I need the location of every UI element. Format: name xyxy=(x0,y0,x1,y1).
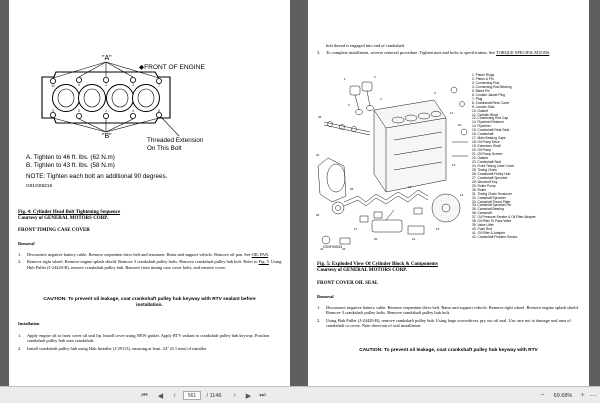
zoom-out-icon[interactable]: − xyxy=(540,392,545,399)
figure-4-credit: Courtesy of GENERAL MOTORS CORP. xyxy=(18,216,109,221)
parts-legend-item: 25. Timing Chain xyxy=(472,167,497,172)
removal-steps xyxy=(18,252,282,272)
page-total-label: / 1146 xyxy=(206,392,222,399)
step-text: Apply engine oil to front cover oil seal lip. Install cover using NEW gasket. Apply RTV sealant to crankshaft pulley hub keyway. Position crankshaft pulley hub onto crankshaft. xyxy=(27,333,270,344)
section-title-front-cover-oil-seal: FRONT COVER OIL SEAL xyxy=(317,281,379,286)
diagram-code: G91G08216 xyxy=(26,184,53,189)
parts-legend-item: 7. Plug xyxy=(472,96,483,101)
svg-text:21: 21 xyxy=(412,237,416,241)
more-options-icon[interactable]: ⋯ xyxy=(590,392,597,400)
step-number: 2. xyxy=(18,259,22,265)
parts-legend-item: 36. Camshaft xyxy=(472,211,492,216)
torque-a: A. Tighten to 46 ft. lbs. (62 N.m) xyxy=(26,154,115,161)
parts-legend-item: 12. Connecting Rod Cap xyxy=(472,116,509,121)
previous-spread-icon[interactable]: ‹ xyxy=(173,392,176,399)
svg-text:9: 9 xyxy=(434,91,436,95)
parts-legend-item: 20. Oil Pump xyxy=(472,148,492,153)
step-number-spacer xyxy=(317,43,326,48)
svg-text:3: 3 xyxy=(132,83,134,87)
svg-text:17: 17 xyxy=(354,227,358,231)
svg-text:15: 15 xyxy=(436,227,440,231)
step-text: Disconnect negative battery cable. Remove serpentine drive belt. Raise and support vehicle. Remove right wheel. Remove engine splash shield. Remove 3 crankshaft pulley bolts. Remove crankshaft pulley hub bolt. xyxy=(326,305,579,316)
svg-text:26: 26 xyxy=(316,213,320,217)
parts-legend-item: 31. Timing Chain Tensioner xyxy=(472,191,512,196)
parts-legend-item: 2. Piston & Pin xyxy=(472,76,494,81)
step-text-post: . xyxy=(549,50,551,56)
parts-legend xyxy=(472,74,536,240)
step-number: 3. xyxy=(317,50,321,56)
figure-4-caption: Fig. 4: Cylinder Head Bolt Tightening Sequence xyxy=(18,210,121,215)
installation-step-3 xyxy=(317,50,581,55)
zoom-level[interactable]: 69.68% xyxy=(553,392,573,399)
last-page-icon[interactable]: ⏭ xyxy=(259,391,266,399)
parts-legend-item: 28. Woodruff Key xyxy=(472,179,498,184)
parts-legend-item: 30. Roller xyxy=(472,187,487,192)
fig-5-link[interactable]: Fig. 5 xyxy=(258,259,269,265)
svg-text:24: 24 xyxy=(316,153,320,157)
label-b: "B" xyxy=(102,133,112,140)
tightening-note: NOTE: Tighten each bolt an additional 90 degrees. xyxy=(26,173,168,180)
zoom-in-icon[interactable]: + xyxy=(580,392,585,399)
step-text-pre: Remove right wheel. Remove engine splash shield. Remove 3 crankshaft pulley bolts. Remove crankshaft pulley hub bolt. Refer to xyxy=(27,259,259,265)
next-page-icon[interactable]: ▶ xyxy=(245,392,252,400)
installation-step-1 xyxy=(18,333,282,344)
step-text xyxy=(27,259,282,270)
step-text-pre: Disconnect negative battery cable. Remove serpentine drive belt and tensioner. Raise and support vehicle. Remove oil pan. See xyxy=(27,252,252,257)
step-number: 1. xyxy=(18,252,22,257)
parts-legend-item: 42. Crankshaft Position Sensor xyxy=(472,235,518,240)
parts-legend-item: 15. Crankshaft Rear Seal xyxy=(472,128,510,133)
parts-legend-item: 26. Crankshaft Pulley Hub xyxy=(472,171,511,176)
parts-legend-item: 19. Extension Shaft xyxy=(472,144,501,149)
parts-legend-item: 24. Front Timing Case Cover xyxy=(472,163,515,168)
svg-text:14: 14 xyxy=(460,193,464,197)
svg-text:20: 20 xyxy=(374,237,378,241)
removal-heading: Removal xyxy=(317,294,334,299)
parts-legend-item: 3. Connecting Rod xyxy=(472,80,500,85)
figure-5-credit: Courtesy of GENERAL MOTORS CORP. xyxy=(317,268,408,273)
document-page-left xyxy=(9,0,290,386)
removal-step-2 xyxy=(18,259,282,270)
parts-legend-item: 6. Coolant Jacket Plug xyxy=(472,92,505,97)
svg-text:2: 2 xyxy=(374,75,376,79)
parts-legend-item: 38. Oil Filter To Pass Valve xyxy=(472,219,512,224)
step-number: 2. xyxy=(18,345,22,351)
next-spread-icon[interactable]: › xyxy=(233,392,236,399)
parts-legend-item: 8. Crankshaft Rear Cover xyxy=(472,100,510,105)
step-number: 1. xyxy=(317,305,321,310)
page-number-input[interactable]: 561 xyxy=(183,391,201,400)
torque-b: B. Tighten to 43 ft. lbs. (58 N.m) xyxy=(26,162,115,169)
step-text: Install crankshaft pulley hub using Hub Installer (J-29113), ensuring at least .24" (6.1 mm) of installer xyxy=(27,345,207,351)
parts-legend-item: 13. Flywheel Retainer xyxy=(472,120,504,125)
caution-note: CAUTION: To prevent oil leakage, coat crankshaft pulley hub keyway with RTV sealant before installation. xyxy=(43,297,256,308)
label-a: "A" xyxy=(102,55,112,62)
figure-5-caption: Fig. 5: Exploded View Of Cylinder Block & Components xyxy=(317,262,438,267)
parts-legend-item: 37. Oil Pressure Sender & Oil Filter Adapter xyxy=(472,215,536,220)
parts-legend-item: 4. Connecting Rod Bearing xyxy=(472,84,512,89)
svg-text:2: 2 xyxy=(105,83,107,87)
step-number: 1. xyxy=(18,333,22,338)
exploded-diagram-code: G94F00534 xyxy=(323,245,342,249)
svg-text:10: 10 xyxy=(51,84,55,88)
svg-text:36: 36 xyxy=(318,115,322,119)
svg-text:3: 3 xyxy=(348,103,350,107)
parts-legend-item: 14. Flywheel xyxy=(472,124,491,129)
installation-step-2 xyxy=(18,346,282,351)
first-page-icon[interactable]: ⏮ xyxy=(141,391,148,399)
parts-legend-item: 41. Oil Filter & Adapter xyxy=(472,231,506,236)
step-number: 2. xyxy=(317,317,321,323)
svg-text:7: 7 xyxy=(158,84,160,88)
caution-note: CAUTION: To prevent oil leakage, coat crankshaft pulley hub keyway with RTV xyxy=(359,348,538,353)
viewer-toolbar xyxy=(0,386,600,403)
svg-text:16: 16 xyxy=(408,185,412,189)
parts-legend-item: 10. Gasket xyxy=(472,108,488,113)
oil-seal-step-1 xyxy=(317,305,581,316)
parts-legend-item: 35. Camshaft Bearing xyxy=(472,207,504,212)
oil-seal-steps xyxy=(317,305,581,330)
svg-text:13: 13 xyxy=(452,163,456,167)
svg-text:25: 25 xyxy=(350,187,354,191)
removal-heading: Removal xyxy=(18,241,35,246)
parts-legend-item: 32. Camshaft Sprocket xyxy=(472,195,506,200)
installation-steps xyxy=(18,333,282,353)
parts-legend-item: 1. Piston Rings xyxy=(472,73,495,77)
parts-legend-item: 39. Valve Lifter xyxy=(472,223,494,228)
svg-text:6: 6 xyxy=(78,83,80,87)
svg-text:4: 4 xyxy=(132,109,134,113)
parts-legend-item: 18. Oil Pump Drive xyxy=(472,140,500,145)
removal-step-1 xyxy=(18,252,282,257)
callout-threaded-extension: Threaded Extension xyxy=(147,137,204,144)
svg-text:1: 1 xyxy=(105,109,107,113)
step-text: Using Hub Puller (J-24420-B), remove crankshaft pulley hub. Using large screwdriver, pry out oil seal. Use care not to damage seal area of crankshaft or cover. Note direction of seal installation. xyxy=(326,317,571,329)
svg-text:9: 9 xyxy=(52,109,54,113)
section-title-front-timing-case-cover: FRONT TIMING CASE COVER xyxy=(18,228,90,233)
oil-pan-link[interactable]: OIL PAN xyxy=(251,252,269,257)
parts-legend-item: 17. Main Bearing Caps xyxy=(472,136,506,141)
torque-specifications-link[interactable]: TORQUE SPECIFICATIONS xyxy=(496,50,550,56)
installation-heading: Installation xyxy=(18,321,40,326)
svg-text:4: 4 xyxy=(380,97,382,101)
continued-line xyxy=(317,43,581,48)
step-text-pre: To complete installation, reverse removal procedure. Tighten nuts and bolts to specification. See xyxy=(326,50,496,56)
callout-on-this-bolt: On This Bolt xyxy=(147,145,182,152)
parts-legend-item: 21. Oil Pump Screen xyxy=(472,152,503,157)
exploded-engine-diagram xyxy=(314,70,474,260)
svg-text:10: 10 xyxy=(458,123,462,127)
parts-legend-item: 16. Crankshaft xyxy=(472,132,494,137)
parts-legend-item: 40. Push Rod xyxy=(472,227,492,232)
step-text-post: . xyxy=(268,252,270,257)
parts-legend-item: 5. Bleed Pin xyxy=(472,88,490,93)
svg-text:42: 42 xyxy=(342,247,346,251)
step-text-post: . Using Hub Puller (J-24420-B), remove crankshaft pulley hub. Remove front timing case cover bolts, and remove cover. xyxy=(27,259,282,270)
step-text xyxy=(326,50,581,55)
parts-legend-item: 33. Camshaft Thrust Plate xyxy=(472,199,511,204)
svg-text:1: 1 xyxy=(344,77,346,81)
previous-page-icon[interactable]: ◀ xyxy=(157,392,164,400)
parts-legend-item: 22. Gasket xyxy=(472,156,488,161)
step-text xyxy=(27,252,282,257)
svg-text:11: 11 xyxy=(450,111,454,115)
svg-text:41: 41 xyxy=(320,247,324,251)
svg-text:8: 8 xyxy=(158,109,160,113)
svg-text:5: 5 xyxy=(78,109,80,113)
parts-legend-item: 9. Locator Stud xyxy=(472,104,495,109)
oil-seal-step-2 xyxy=(317,318,581,329)
parts-legend-item: 11. Cylinder Block xyxy=(472,112,499,117)
document-page-right xyxy=(308,0,589,386)
continued-text xyxy=(317,43,581,57)
parts-legend-item: 34. Camshaft Sprocket Pin xyxy=(472,203,512,208)
front-of-engine-label: ◆FRONT OF ENGINE xyxy=(139,64,205,71)
parts-legend-item: 23. Crankshaft Seal xyxy=(472,159,501,164)
parts-legend-item: 29. Roller Pump xyxy=(472,183,496,188)
parts-legend-item: 27. Crankshaft Sprocket xyxy=(472,175,508,180)
step-text: bolt thread is engaged into end of crankshaft. xyxy=(326,43,406,48)
